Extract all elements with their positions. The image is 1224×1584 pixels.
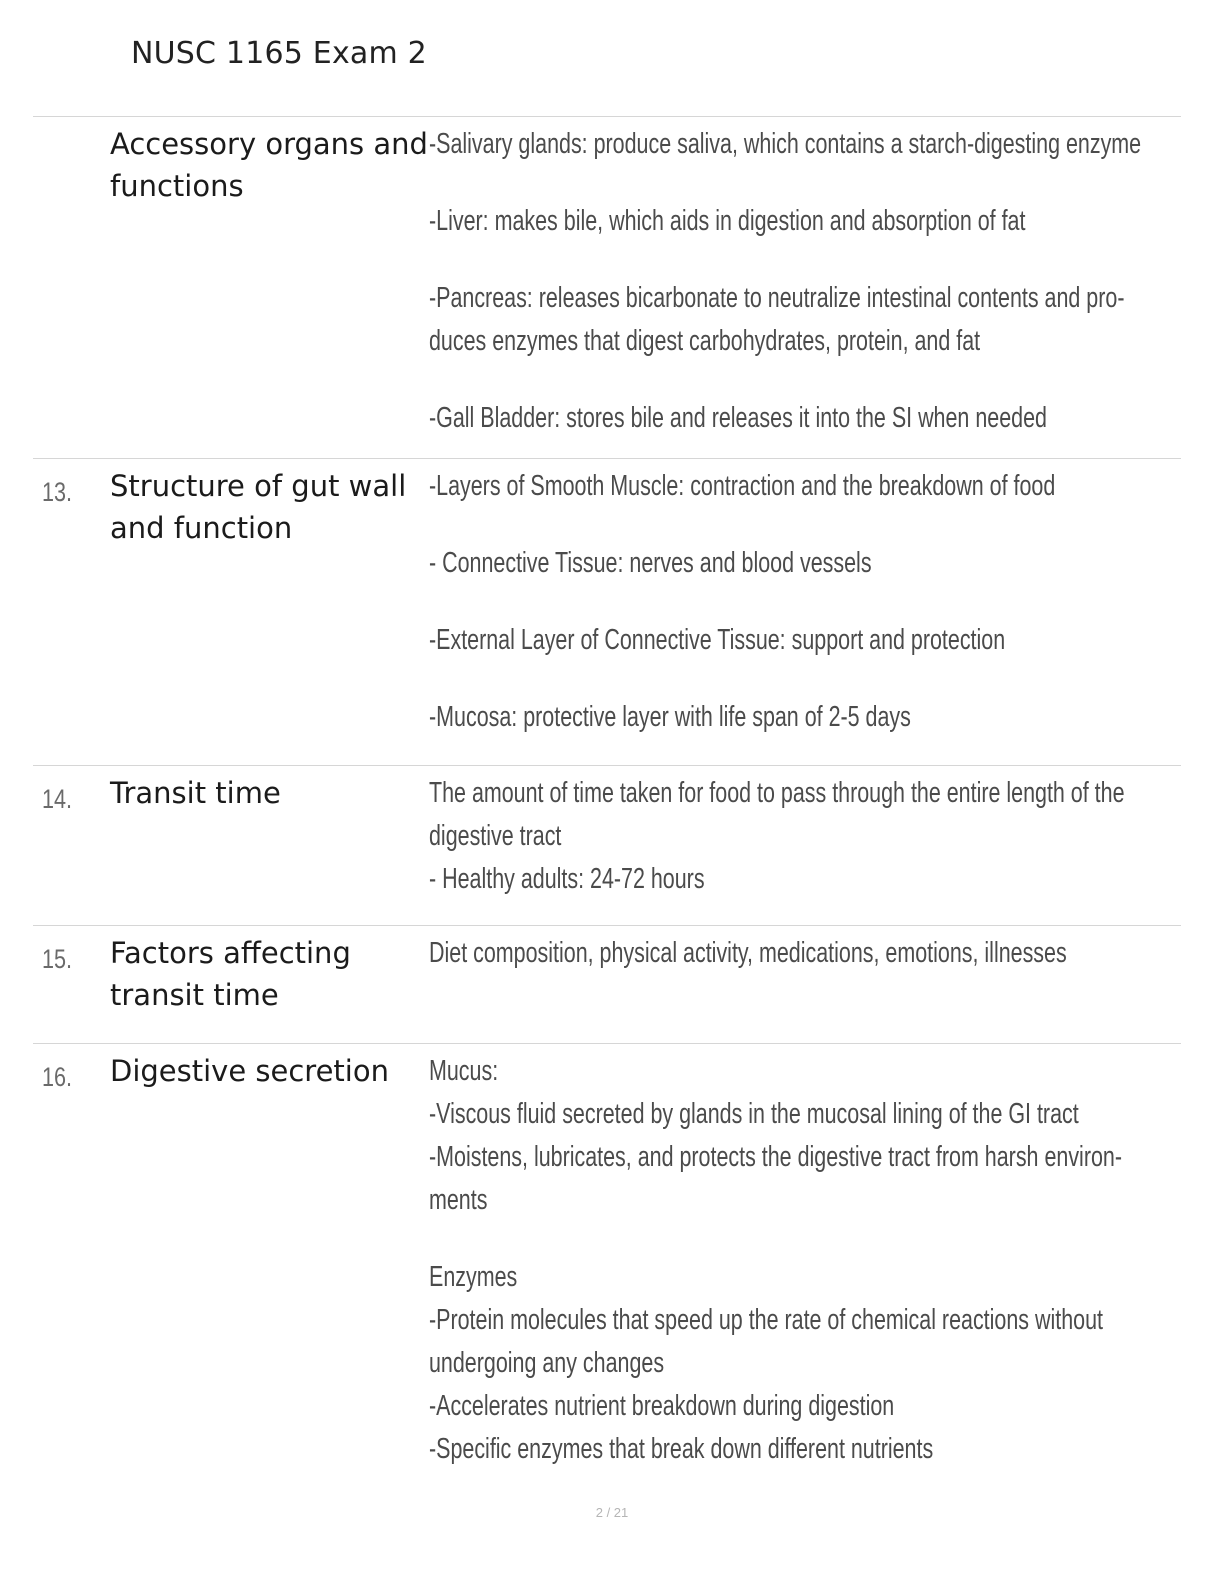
table-row <box>33 925 1181 1043</box>
table-row <box>33 1043 1181 1483</box>
row-term: Factors affecting transit time <box>110 936 351 1012</box>
definition-paragraph: -External Layer of Connective Tissue: support and protection <box>429 624 1006 656</box>
page-indicator: 2 / 21 <box>595 1505 629 1520</box>
definition-paragraph: -Pancreas: releases bicarbonate to neutralize intestinal contents and pro- duces enzymes that digest carbohydrates, protein, and fat <box>429 282 1125 357</box>
definition-paragraph: -Liver: makes bile, which aids in digestion and absorption of fat <box>429 205 1026 237</box>
row-number: 15. <box>42 944 73 974</box>
definition-paragraph: -Gall Bladder: stores bile and releases it into the SI when needed <box>429 402 1047 434</box>
row-term: Accessory organs and functions <box>110 127 428 203</box>
row-term: Digestive secretion <box>110 1054 389 1088</box>
flashcard-table <box>33 116 1181 1483</box>
row-definition <box>429 1050 1162 1471</box>
table-row <box>33 116 1181 458</box>
row-term: Structure of gut wall and function <box>110 469 407 545</box>
row-definition <box>429 932 1162 975</box>
definition-paragraph: -Layers of Smooth Muscle: contraction and the breakdown of food <box>429 470 1056 502</box>
definition-paragraph: Diet composition, physical activity, medications, emotions, illnesses <box>429 937 1067 969</box>
row-number: 14. <box>42 784 73 814</box>
definition-paragraph: - Connective Tissue: nerves and blood vessels <box>429 547 872 579</box>
table-row <box>33 458 1181 765</box>
row-number: 13. <box>42 477 73 507</box>
definition-paragraph: -Mucosa: protective layer with life span of 2-5 days <box>429 701 911 733</box>
definition-paragraph: -Salivary glands: produce saliva, which contains a starch-digesting enzyme <box>429 128 1142 160</box>
row-definition <box>429 123 1162 440</box>
page-title: NUSC 1165 Exam 2 <box>131 36 427 71</box>
row-definition <box>429 465 1162 739</box>
row-number: 16. <box>42 1062 73 1092</box>
table-row <box>33 765 1181 925</box>
definition-paragraph: Mucus: -Viscous fluid secreted by glands in the mucosal lining of the GI tract -Moistens, lubricates, and protects the digestive tract from harsh environ- ments <box>429 1055 1122 1216</box>
row-term: Transit time <box>110 776 281 810</box>
definition-paragraph: The amount of time taken for food to pass through the entire length of the digestive tract - Healthy adults: 24-72 hours <box>429 777 1125 895</box>
row-definition <box>429 772 1162 901</box>
definition-paragraph: Enzymes -Protein molecules that speed up the rate of chemical reactions without undergoing any changes -Accelerates nutrient breakdown during digestion -Specific enzymes that break down different nutrients <box>429 1261 1103 1465</box>
